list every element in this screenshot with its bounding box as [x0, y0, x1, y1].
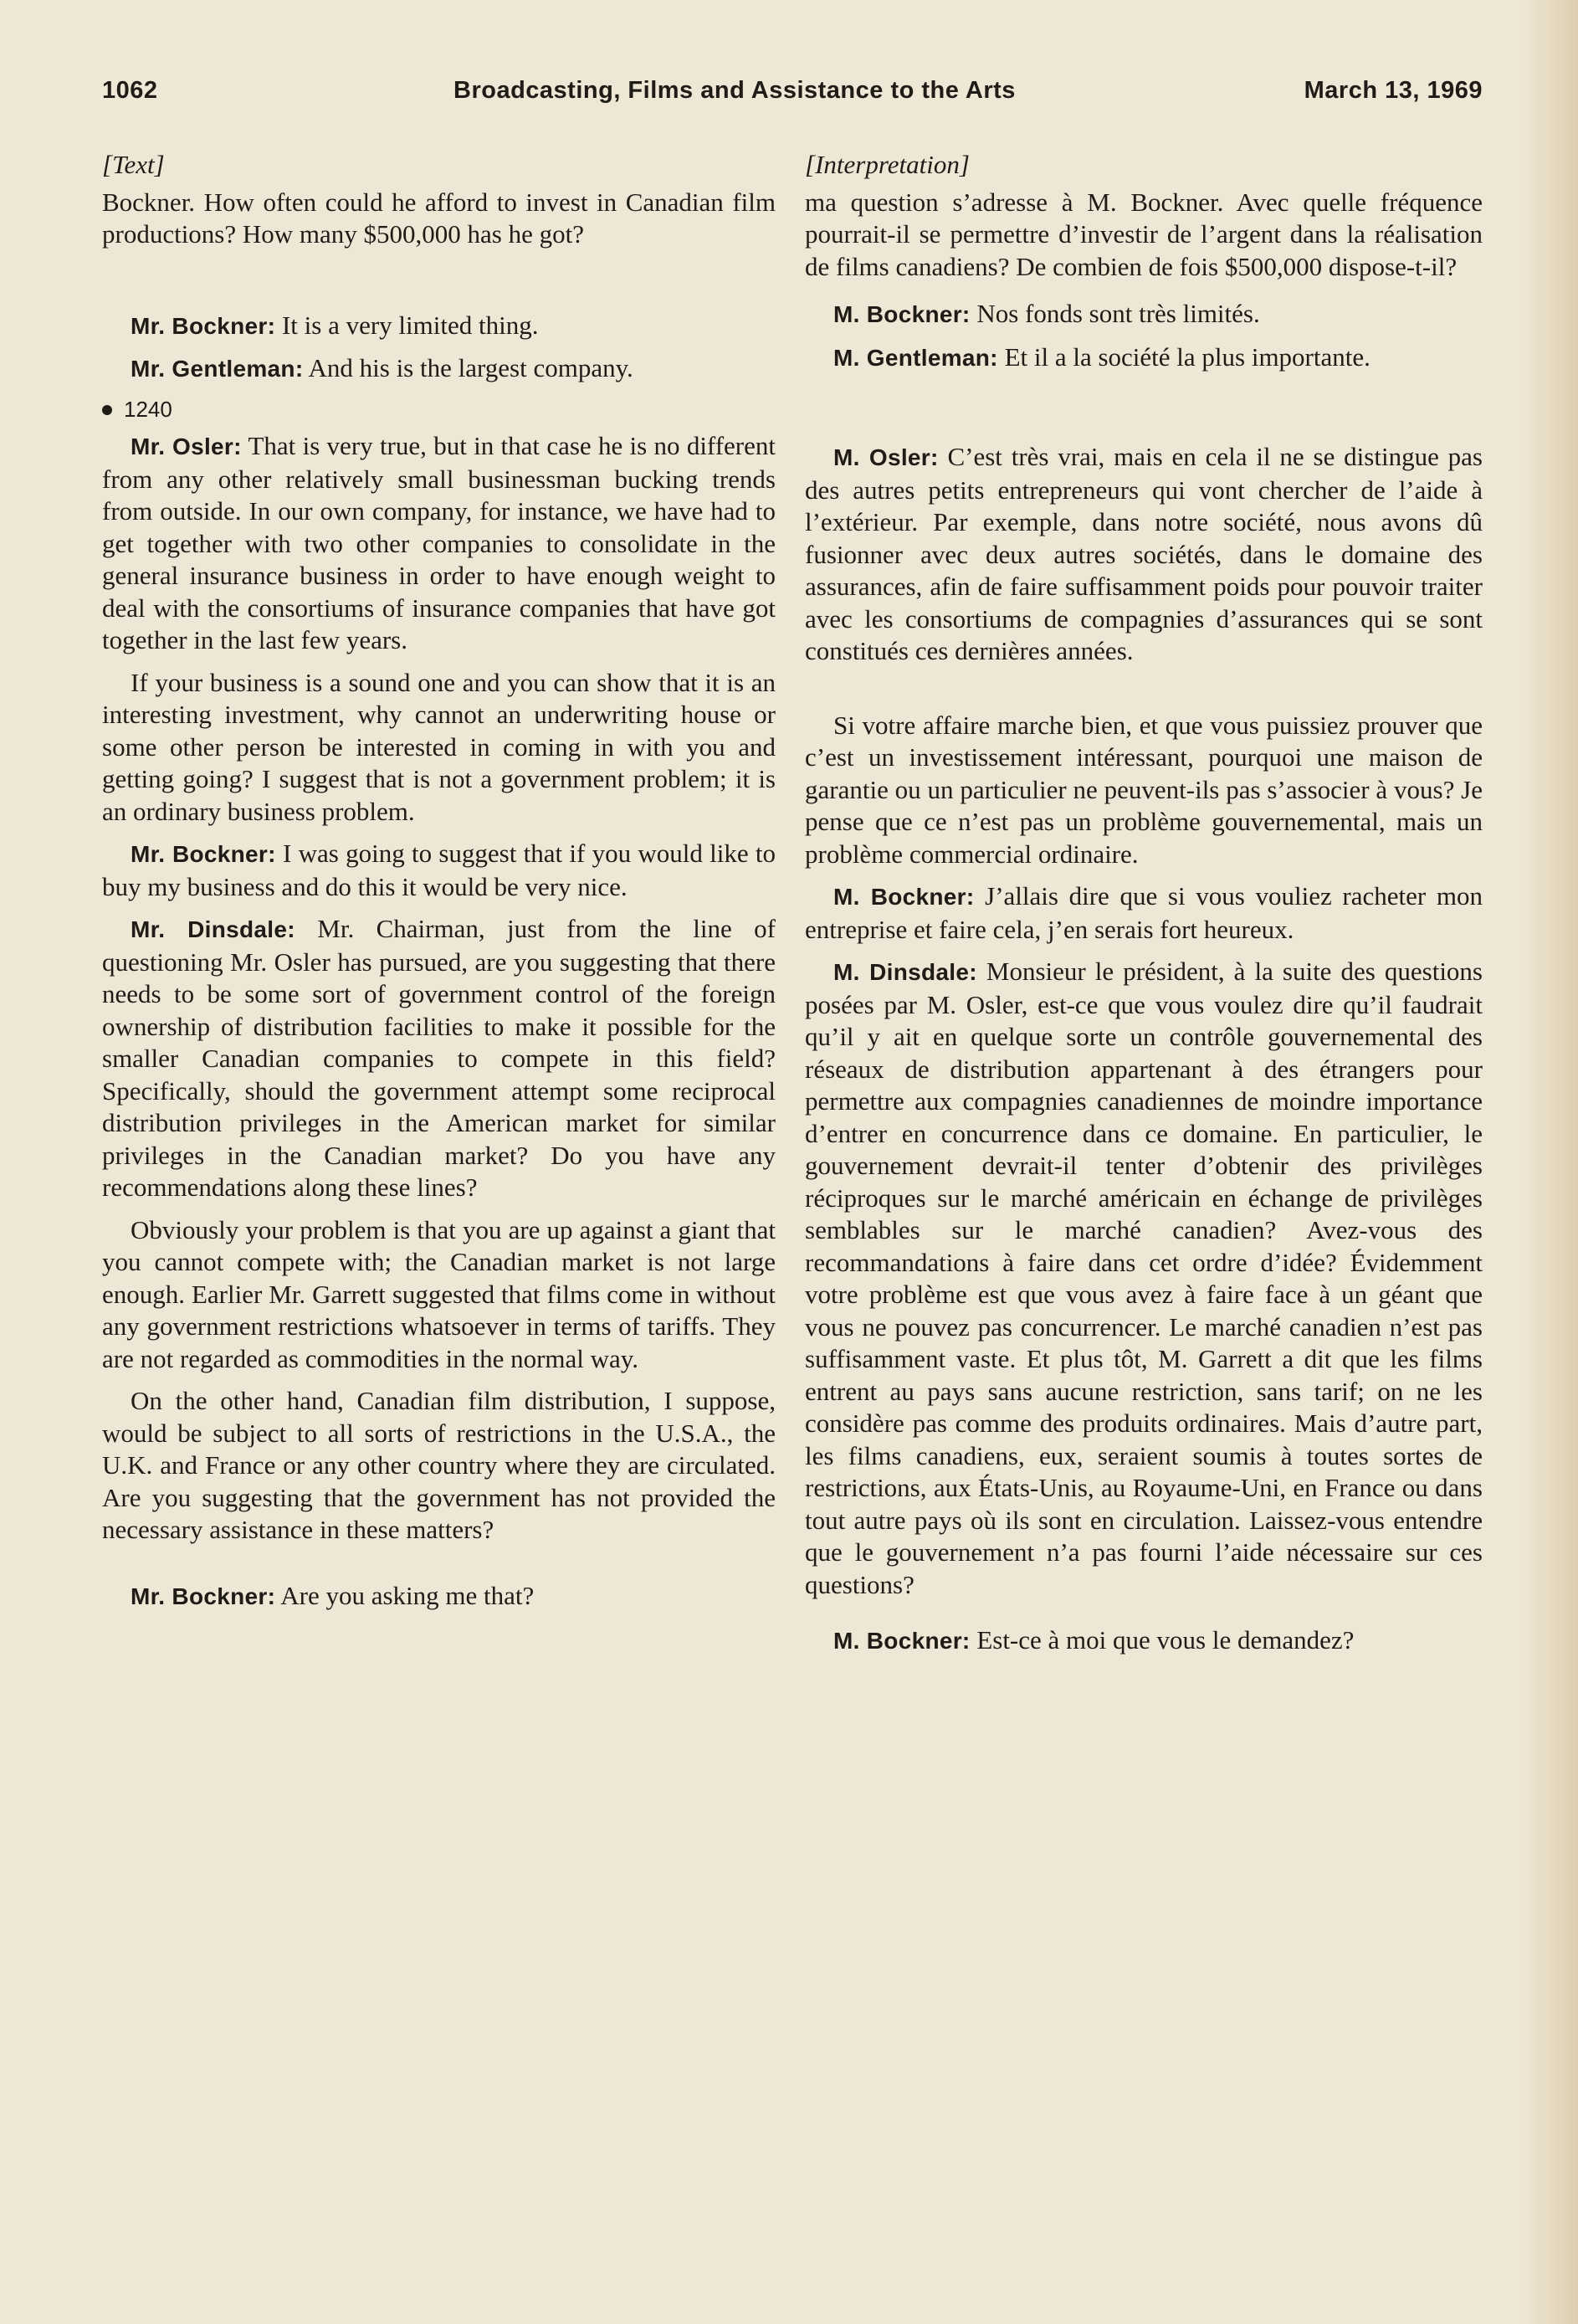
- speaker-paragraph: [805, 341, 1483, 375]
- speaker-name: M. Osler:: [833, 444, 939, 470]
- speech-text: Monsieur le président, à la suite des questions posées par M. Osler, est-ce que vous voulez dire qu’il faudrait qu’il y ait en quelque sorte un contrôle gouvernemental des réseaux de distribution appartenant à des étrangers pour permettre aux compagnies canadiennes de moindre importance d’entrer en concurrence dans ce domaine. En particulier, le gouvernement devrait-il tenter d’obtenir des privilèges réciproques sur le marché américain en échange de privilèges semblables sur le marché canadien? Avez-vous des recommandations à faire dans cet ordre d’idée? Évidemment votre problème est que vous avez à faire face à un géant que vous ne pouvez pas concurrencer. Le marché canadien n’est pas suffisamment vaste. Et plus tôt, M. Garrett a dit que les films entrent au pays sans aucune restriction, sans tarif; on ne les considère pas comme des produits ordinaires. Mais d’autre part, les films canadiens, eux, seraient soumis à toutes sortes de restrictions, aux États-Unis, au Royaume-Uni, en France ou dans tout autre pays où ils sont en circulation. Laissez-vous entendre que le gouvernement n’a pas fourni l’aide nécessaire sur ces questions?: [805, 957, 1483, 1599]
- speech-text: Est-ce à moi que vous le demandez?: [970, 1625, 1355, 1655]
- speech-text: J’allais dire que si vous vouliez racheter mon entreprise et faire cela, j’en serais fort heureux.: [805, 881, 1483, 944]
- marker-number: 1240: [124, 396, 172, 422]
- speech-text: Mr. Chairman, just from the line of questioning Mr. Osler has pursued, are you suggesting that there needs to be some sort of government control of the foreign ownership of distribution facilities to make it possible for the smaller Canadian companies to compete in this field? Specifically, should the government attempt some reciprocal distribution privileges in the American market for similar privileges in the Canadian market? Do you have any recommendations along these lines?: [102, 914, 776, 1202]
- speech-text: I was going to suggest that if you would like to buy my business and do this it would be very nice.: [102, 839, 776, 901]
- speaker-name: Mr. Dinsdale:: [131, 916, 295, 942]
- paragraph: ma question s’adresse à M. Bockner. Avec quelle fréquence pourrait-il se permettre d’investir de l’argent dans la réalisation de films canadiens? De combien de fois $500,000 dispose-t-il?: [805, 187, 1483, 281]
- speaker-paragraph: [102, 430, 776, 657]
- speaker-name: M. Dinsdale:: [833, 959, 977, 985]
- speaker-name: Mr. Bockner:: [131, 841, 276, 867]
- speaker-name: M. Bockner:: [833, 301, 971, 327]
- paragraph: Obviously your problem is that you are up against a giant that you cannot compete with; the Canadian market is not large enough. Earlier Mr. Garrett suggested that films come in without any government restrictions whatsoever in terms of tariffs. They are not regarded as commodities in the normal way.: [102, 1214, 776, 1373]
- speech-text: It is a very limited thing.: [275, 310, 539, 340]
- speaker-paragraph: [102, 352, 776, 386]
- column-tag: [Text]: [102, 150, 165, 179]
- paragraph: If your business is a sound one and you can show that it is an interesting investment, why cannot an underwriting house or some other person be interested in coming in with you and getting going? I suggest that is not a government problem; it is an ordinary business problem.: [102, 667, 776, 826]
- speaker-name: Mr. Bockner:: [131, 1583, 276, 1609]
- speaker-paragraph: [102, 838, 776, 903]
- speech-text: C’est très vrai, mais en cela il ne se distingue pas des autres petits entrepreneurs qui vont chercher de l’aide à l’extérieur. Par exemple, dans notre société, nous avons dû fusionner avec deux autres sociétés, dans le domaine des assurances, afin de faire suffisamment poids pour pouvoir traiter avec les consortiums de compagnies d’assurances qui se sont constitués ces dernières années.: [805, 442, 1483, 665]
- speech-text: Nos fonds sont très limités.: [970, 299, 1260, 328]
- speech-text: Are you asking me that?: [275, 1580, 535, 1610]
- speaker-paragraph: [102, 1580, 776, 1613]
- section-marker: [102, 392, 776, 426]
- french-column: [805, 149, 1483, 1668]
- english-column: [102, 149, 776, 1623]
- paragraph: On the other hand, Canadian film distribution, I suppose, would be subject to all sorts of restrictions in the U.S.A., the U.K. and France or any other country where they are circulated. Are you suggesting that the government has not provided the necessary assistance in these matters?: [102, 1386, 776, 1544]
- paragraph: Si votre affaire marche bien, et que vous puissiez prouver que c’est un investissement intéressant, pourquoi une maison de garantie ou un particulier ne peuvent-ils pas s’associer à vous? Je pense que ce n’est pas un problème gouvernemental, mais un problème commercial ordinaire.: [805, 710, 1483, 869]
- header-date: March 13, 1969: [1304, 77, 1483, 104]
- speaker-paragraph: [805, 956, 1483, 1601]
- bullet-icon: [102, 405, 112, 415]
- speech-text: That is very true, but in that case he is no different from any other relatively small businessman bucking trends from outside. In our own company, for instance, we have had to get together with two other companies to consolidate in the general insurance business in order to have enough weight to deal with the consortiums of insurance companies that have got together in the last few years.: [102, 431, 776, 654]
- speech-text: Et il a la société la plus importante.: [997, 341, 1371, 372]
- speaker-name: M. Gentleman:: [833, 344, 998, 371]
- speaker-paragraph: [805, 880, 1483, 946]
- speaker-paragraph: [102, 913, 776, 1204]
- speaker-name: Mr. Gentleman:: [131, 356, 304, 382]
- page-number: 1062: [102, 77, 158, 104]
- speaker-paragraph: [102, 310, 776, 343]
- speaker-name: Mr. Bockner:: [131, 312, 276, 339]
- speaker-name: M. Bockner:: [833, 884, 975, 910]
- column-tag: [Interpretation]: [805, 150, 970, 179]
- speaker-name: Mr. Osler:: [131, 434, 242, 459]
- speech-text: And his is the largest company.: [303, 353, 633, 382]
- speaker-name: M. Bockner:: [833, 1628, 971, 1654]
- speaker-paragraph: [805, 298, 1483, 331]
- running-title: Broadcasting, Films and Assistance to the Arts: [453, 77, 1016, 104]
- paragraph: Bockner. How often could he afford to invest in Canadian film productions? How many $500,000 has he got?: [102, 187, 776, 249]
- running-header: [102, 77, 1491, 119]
- speaker-paragraph: [805, 441, 1483, 668]
- page-edge-shadow: [1519, 0, 1578, 2324]
- speaker-paragraph: [805, 1624, 1483, 1658]
